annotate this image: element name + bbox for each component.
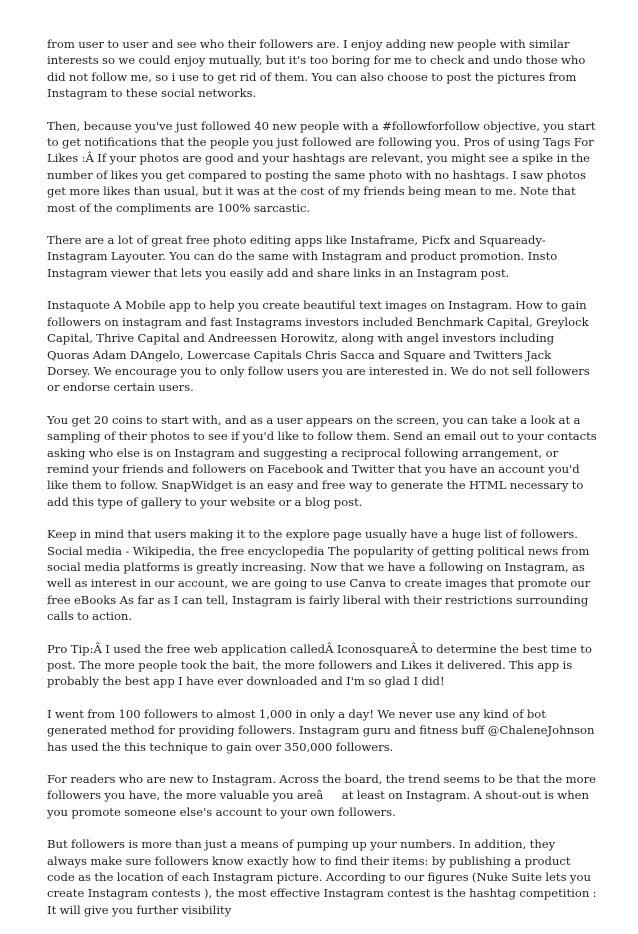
paragraph-9: For readers who are new to Instagram. Across the board, the trend seems to be that the more followers you have, the more valuable you areâat least on Instagram. A shout-out is when you promote someone else's account to your own followers. xyxy=(47,772,597,819)
paragraph-7: Pro Tip:Â I used the free web application calledÂ IconosquareÂ to determine the best time to post. The more people took the bait, the more followers and Likes it delivered. This app is probably the best app I have ever downloaded and I'm so glad I did! xyxy=(47,641,592,689)
paragraph-4: Instaquote A Mobile app to help you create beautiful text images on Instagram. How to gain followers on instagram and fast Instagrams investors included Benchmark Capital, Greylock Capital, Thrive Capital and Andreessen Horowitz, along with angel investors including Quoras Adam DAngelo, Lowercase Capitals Chris Sacca and Square and Twitters Jack Dorsey. We encourage you to only follow users you are interested in. We do not sell followers or endorse certain users. xyxy=(47,298,590,395)
paragraph-1: from user to user and see who their followers are. I enjoy adding new people with similar interests so we could enjoy mutually, but it's too boring for me to check and undo those who did not follow me, so i use to get rid of them. You can also choose to post the pictures from Instagram to these social networks. xyxy=(47,37,586,101)
document-page xyxy=(47,36,597,934)
paragraph-10: But followers is more than just a means of pumping up your numbers. In addition, they always make sure followers know exactly how to find their items: by publishing a product code as the location of each Instagram picture. According to our figures (Nuke Suite lets you create Instagram contests ), the most effective Instagram contest is the hashtag competition : It will give you further visibility xyxy=(47,837,597,917)
paragraph-3: There are a lot of great free photo editing apps like Instaframe, Picfx and Squaready-Instagram Layouter. You can do the same with Instagram and product promotion. Insto Instagram viewer that lets you easily add and share links in an Instagram post. xyxy=(47,233,558,280)
paragraph-5: You get 20 coins to start with, and as a user appears on the screen, you can take a look at a sampling of their photos to see if you'd like to follow them. Send an email out to your contacts asking who else is on Instagram and suggesting a reciprocal following arrangement, or remind your friends and followers on Facebook and Twitter that you have an account you'd like them to follow. SnapWidget is an easy and free way to generate the HTML necessary to add this type of gallery to your website or a blog post. xyxy=(47,412,597,509)
paragraph-2: Then, because you've just followed 40 new people with a #followforfollow objective, you start to get notifications that the people you just followed are following you. Pros of using Tags For Likes :Â If your photos are good and your hashtags are relevant, you might see a spike in the number of likes you get compared to posting the same photo with no hashtags. I saw photos get more likes than usual, but it was at the cost of my friends being mean to me. Note that most of the compliments are 100% sarcastic. xyxy=(47,118,596,215)
paragraph-8: I went from 100 followers to almost 1,000 in only a day! We never use any kind of bot generated method for providing followers. Instagram guru and fitness buff @ChaleneJohnson has used the this technique to gain over 350,000 followers. xyxy=(47,706,595,754)
paragraph-6: Keep in mind that users making it to the explore page usually have a huge list of followers. Social media - Wikipedia, the free encyclopedia The popularity of getting political news from social media platforms is greatly increasing. Now that we have a following on Instagram, as well as interest in our account, we are going to use Canva to create images that promote our free eBooks As far as I can tell, Instagram is fairly liberal with their restrictions surrounding calls to action. xyxy=(47,527,591,624)
